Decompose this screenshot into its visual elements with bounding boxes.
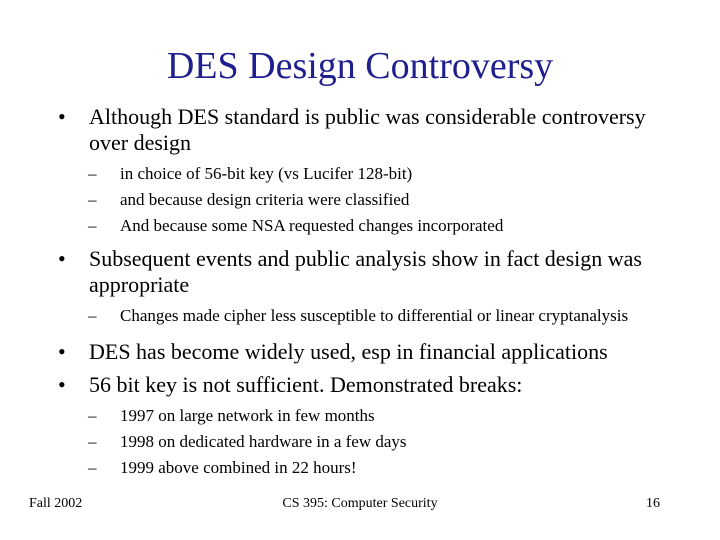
sub-bullet-item bbox=[58, 431, 678, 453]
dash-marker: – bbox=[88, 164, 97, 183]
footer-page-number: 16 bbox=[646, 496, 660, 511]
dash-marker: – bbox=[88, 190, 97, 209]
bullet-text: DES has become widely used, esp in financial applications bbox=[89, 339, 608, 364]
sub-bullet-item bbox=[58, 457, 678, 479]
bullet-marker: • bbox=[58, 372, 66, 397]
bullet-marker: • bbox=[58, 246, 66, 271]
dash-marker: – bbox=[88, 432, 97, 451]
bullet-list bbox=[58, 104, 678, 479]
bullet-item bbox=[58, 246, 678, 298]
footer-date: Fall 2002 bbox=[29, 496, 83, 511]
dash-marker: – bbox=[88, 406, 97, 425]
dash-marker: – bbox=[88, 458, 97, 477]
dash-marker: – bbox=[88, 216, 97, 235]
sub-bullet-text: 1998 on dedicated hardware in a few days bbox=[120, 432, 407, 451]
bullet-marker: • bbox=[58, 104, 66, 129]
dash-marker: – bbox=[88, 306, 97, 325]
bullet-item bbox=[58, 372, 678, 398]
bullet-item bbox=[58, 339, 678, 365]
footer-course: CS 395: Computer Security bbox=[282, 496, 438, 511]
bullet-marker: • bbox=[58, 339, 66, 364]
bullet-text: Subsequent events and public analysis show in fact design was appropriate bbox=[89, 246, 642, 297]
sub-bullet-item bbox=[58, 305, 678, 327]
sub-bullet-item bbox=[58, 215, 678, 237]
sub-bullet-item bbox=[58, 189, 678, 211]
bullet-text: Although DES standard is public was considerable controversy over design bbox=[89, 104, 646, 155]
bullet-text: 56 bit key is not sufficient. Demonstrated breaks: bbox=[89, 372, 523, 397]
sub-bullet-text: in choice of 56-bit key (vs Lucifer 128-bit) bbox=[120, 164, 413, 183]
sub-bullet-text: Changes made cipher less susceptible to differential or linear cryptanalysis bbox=[120, 306, 629, 325]
sub-bullet-text: and because design criteria were classified bbox=[120, 190, 410, 209]
sub-bullet-item bbox=[58, 405, 678, 427]
sub-bullet-text: 1997 on large network in few months bbox=[120, 406, 375, 425]
sub-bullet-text: And because some NSA requested changes incorporated bbox=[120, 216, 504, 235]
bullet-item bbox=[58, 104, 678, 156]
sub-bullet-item bbox=[58, 163, 678, 185]
slide-title: DES Design Controversy bbox=[166, 45, 554, 87]
sub-bullet-text: 1999 above combined in 22 hours! bbox=[120, 458, 357, 477]
